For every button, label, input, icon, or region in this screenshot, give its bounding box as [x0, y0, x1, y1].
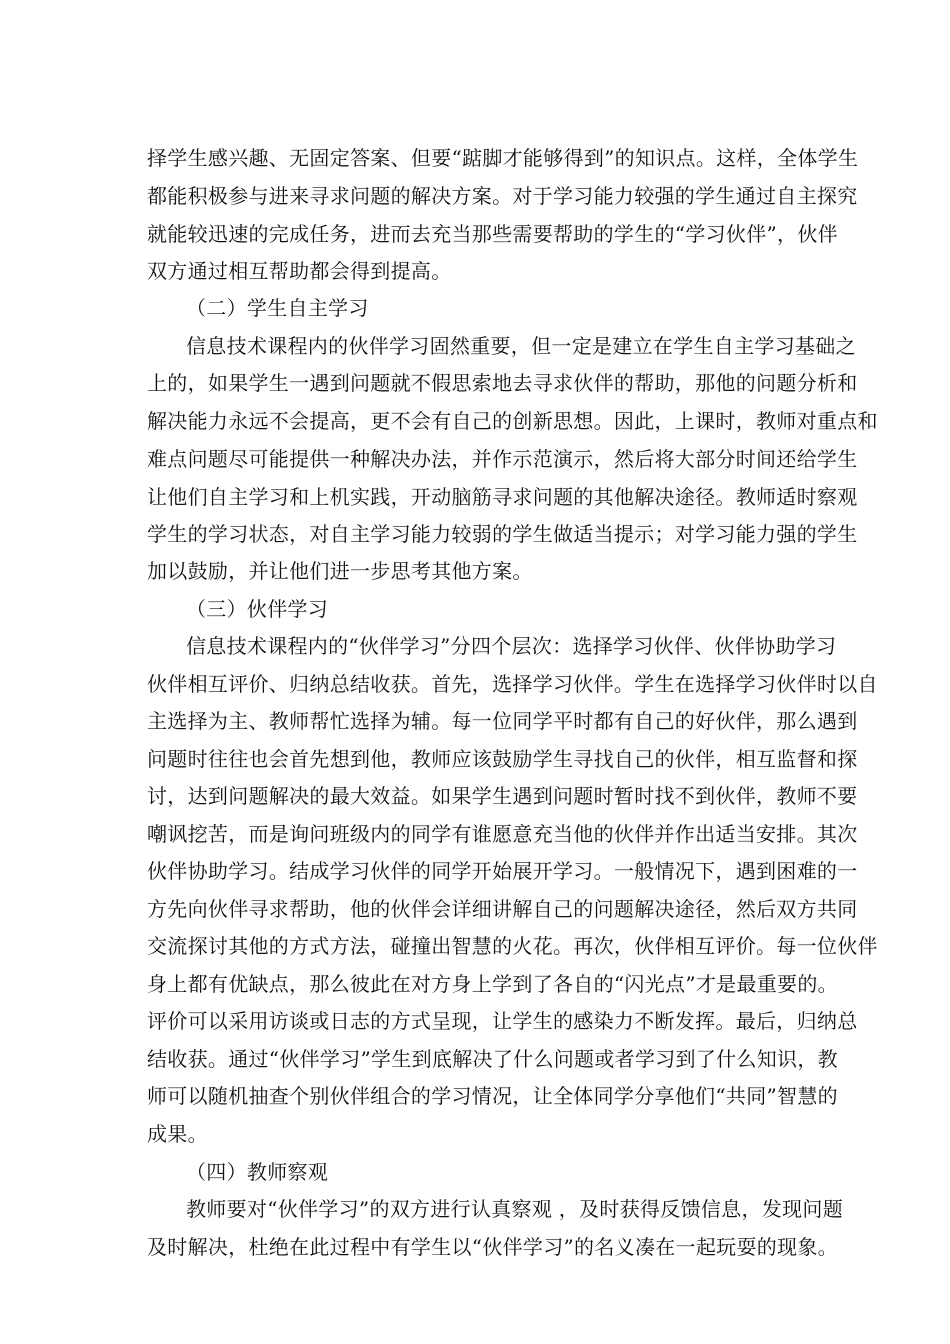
- paragraph-line: 择学生感兴趣、无固定答案、但要“踮脚才能够得到”的知识点。这样，全体学生: [147, 146, 859, 170]
- paragraph-line: 评价可以采用访谈或日志的方式呈现，让学生的感染力不断发挥。最后，归纳总: [147, 1009, 858, 1033]
- section-heading: （四）教师察观: [186, 1160, 329, 1184]
- paragraph-line: 师可以随机抽查个别伙伴组合的学习情况，让全体同学分享他们“共同”智慧的: [147, 1084, 838, 1108]
- paragraph-line: 主选择为主、教师帮忙选择为辅。每一位同学平时都有自己的好伙伴，那么遇到: [147, 709, 858, 733]
- paragraph-line: 嘲讽挖苦，而是询问班级内的同学有谁愿意充当他的伙伴并作出适当安排。其次: [147, 822, 858, 846]
- paragraph-line: 加以鼓励，并让他们进一步思考其他方案。: [147, 559, 533, 583]
- paragraph-line: 伙伴相互评价、归纳总结收获。首先，选择学习伙伴。学生在选择学习伙伴时以自: [147, 672, 878, 696]
- paragraph-line: 双方通过相互帮助都会得到提高。: [147, 259, 452, 283]
- paragraph-line: 解决能力永远不会提高，更不会有自己的创新思想。因此，上课时，教师对重点和: [147, 409, 878, 433]
- paragraph-line: 及时解决，杜绝在此过程中有学生以“伙伴学习”的名义凑在一起玩耍的现象。: [147, 1235, 838, 1259]
- paragraph-line: 都能积极参与进来寻求问题的解决方案。对于学习能力较强的学生通过自主探究: [147, 184, 858, 208]
- paragraph-line: 信息技术课程内的伙伴学习固然重要，但一定是建立在学生自主学习基础之: [186, 334, 856, 358]
- paragraph-line: 讨，达到问题解决的最大效益。如果学生遇到问题时暂时找不到伙伴，教师不要: [147, 784, 858, 808]
- paragraph-line: 方先向伙伴寻求帮助，他的伙伴会详细讲解自己的问题解决途径，然后双方共同: [147, 897, 858, 921]
- paragraph-line: 问题时往往也会首先想到他，教师应该鼓励学生寻找自己的伙伴，相互监督和探: [147, 747, 858, 771]
- paragraph-line: 伙伴协助学习。结成学习伙伴的同学开始展开学习。一般情况下，遇到困难的一: [147, 859, 858, 883]
- paragraph-line: 让他们自主学习和上机实践，开动脑筋寻求问题的其他解决途径。教师适时察观: [147, 485, 858, 509]
- paragraph-line: 上的，如果学生一遇到问题就不假思索地去寻求伙伴的帮助，那他的问题分析和: [147, 371, 858, 395]
- paragraph-line: 就能较迅速的完成任务，进而去充当那些需要帮助的学生的“学习伙伴”，伙伴: [147, 222, 838, 246]
- paragraph-line: 身上都有优缺点，那么彼此在对方身上学到了各自的“闪光点”才是最重要的。: [147, 972, 838, 996]
- section-heading: （二）学生自主学习: [186, 296, 369, 320]
- paragraph-line: 信息技术课程内的“伙伴学习”分四个层次：选择学习伙伴、伙伴协助学习: [186, 634, 837, 658]
- paragraph-line: 成果。: [147, 1122, 208, 1146]
- paragraph-line: 结收获。通过“伙伴学习”学生到底解决了什么问题或者学习到了什么知识，教: [147, 1047, 838, 1071]
- paragraph-line: 学生的学习状态，对自主学习能力较弱的学生做适当提示；对学习能力强的学生: [147, 522, 858, 546]
- paragraph-line: 难点问题尽可能提供一种解决办法，并作示范演示，然后将大部分时间还给学生: [147, 447, 858, 471]
- paragraph-line: 交流探讨其他的方式方法，碰撞出智慧的火花。再次，伙伴相互评价。每一位伙伴: [147, 934, 878, 958]
- section-heading: （三）伙伴学习: [186, 597, 329, 621]
- paragraph-line: 教师要对“伙伴学习”的双方进行认真察观 ，及时获得反馈信息，发现问题: [186, 1197, 844, 1221]
